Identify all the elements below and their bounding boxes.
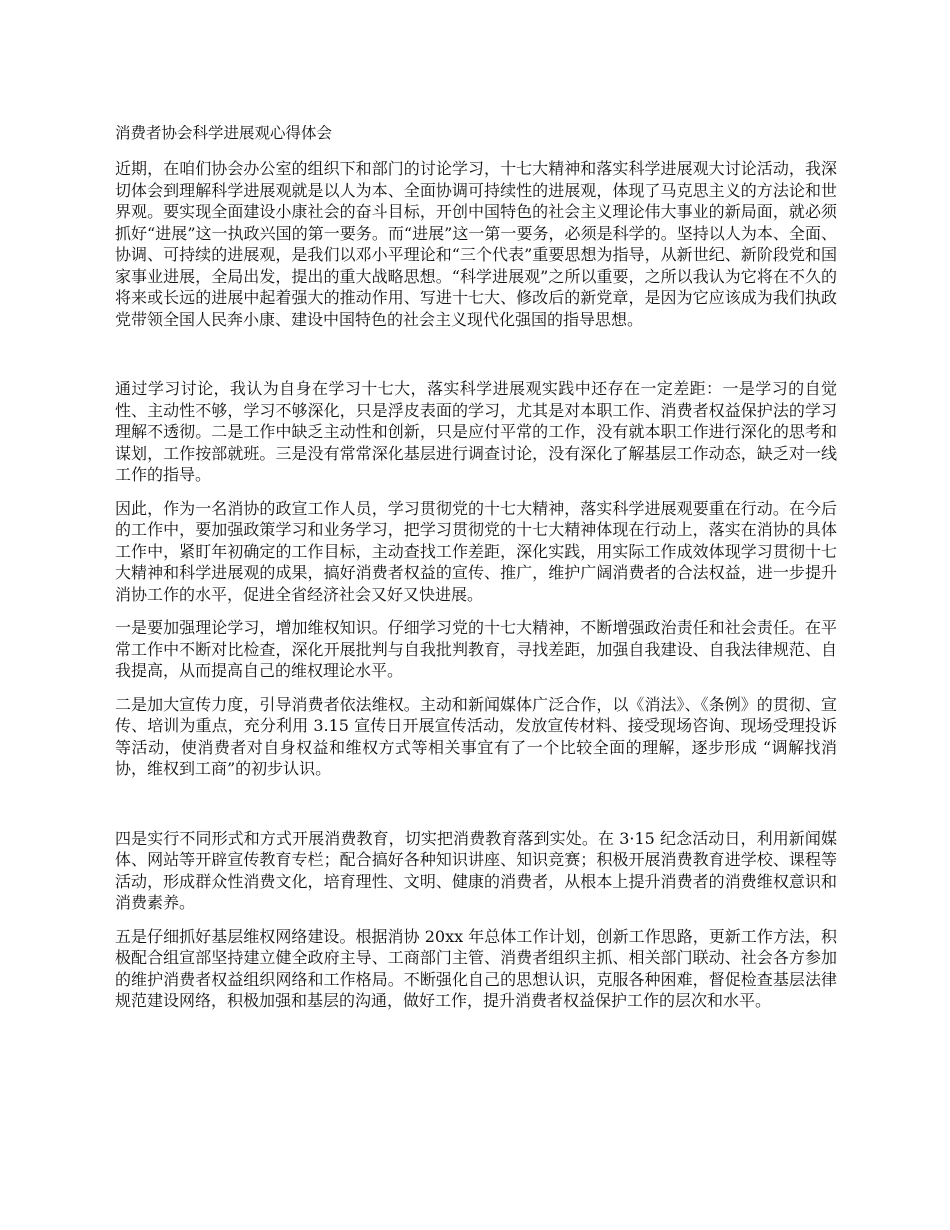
- document-page: [115, 122, 837, 1024]
- paragraph-point-five: 五是仔细抓好基层维权网络建设。根据消协 20xx 年总体工作计划，创新工作思路，更新工作方法，积极配合组宣部坚持建立健全政府主导、工商部门主管、消费者组织主抓、相关部门联动、社会各方参加的维护消费者权益组织网络和工作格局。不断强化自己的思想认识，克服各种困难，督促检查基层法律规范建设网络，积极加强和基层的沟通，做好工作，提升消费者权益保护工作的层次和水平。: [115, 926, 837, 1010]
- spacer: [115, 342, 837, 378]
- document-title: 消费者协会科学进展观心得体会: [115, 124, 333, 142]
- paragraph-therefore: 因此，作为一名消协的政宣工作人员，学习贯彻党的十七大精神，落实科学进展观要重在行动。在今后的工作中，要加强政策学习和业务学习，把学习贯彻党的十七大精神体现在行动上，落实在消协的具体工作中，紧盯年初确定的工作目标，主动查找工作差距，深化实践，用实际工作成效体现学习贯彻十七大精神和科学进展观的成果，搞好消费者权益的宣传、推广，维护广阔消费者的合法权益，进一步提升消协工作的水平，促进全省经济社会又好又快进展。: [115, 498, 837, 604]
- spacer: [115, 792, 837, 828]
- paragraph-point-four: 四是实行不同形式和方式开展消费教育，切实把消费教育落到实处。在 3·15 纪念活动日，利用新闻媒体、网站等开辟宣传教育专栏；配合搞好各种知识讲座、知识竞赛；积极开展消费教育进学校、课程等活动，形成群众性消费文化，培育理性、文明、健康的消费者，从根本上提升消费者的消费维权意识和消费素养。: [115, 828, 837, 912]
- paragraph-point-one: 一是要加强理论学习，增加维权知识。仔细学习党的十七大精神，不断增强政治责任和社会责任。在平常工作中不断对比检查，深化开展批判与自我批判教育，寻找差距，加强自我建设、自我法律规范、自我提高，从而提高自己的维权理论水平。: [115, 618, 837, 680]
- paragraph-point-two: 二是加大宣传力度，引导消费者依法维权。主动和新闻媒体广泛合作，以《消法》、《条例》的贯彻、宣传、培训为重点，充分利用 3.15 宣传日开展宣传活动，发放宣传材料、接受现场咨询、现场受理投诉等活动，使消费者对自身权益和维权方式等相关事宜有了一个比较全面的理解，逐步形成 “调解找消协，维权到工商”的初步认识。: [115, 694, 837, 778]
- paragraph-gaps: 通过学习讨论，我认为自身在学习十七大，落实科学进展观实践中还存在一定差距：一是学习的自觉性、主动性不够，学习不够深化，只是浮皮表面的学习，尤其是对本职工作、消费者权益保护法的学习理解不透彻。二是工作中缺乏主动性和创新，只是应付平常的工作，没有就本职工作进行深化的思考和谋划，工作按部就班。三是没有常常深化基层进行调查讨论，没有深化了解基层工作动态，缺乏对一线工作的指导。: [115, 379, 837, 484]
- paragraph-intro: 近期，在咱们协会办公室的组织下和部门的讨论学习，十七大精神和落实科学进展观大讨论活动，我深切体会到理解科学进展观就是以人为本、全面协调可持续性的进展观，体现了马克思主义的方法论和世界观。要实现全面建设小康社会的奋斗目标，开创中国特色的社会主义理论伟大事业的新局面，就必须抓好“进展”这一执政兴国的第一要务。而“进展”这一第一要务，必须是科学的。坚持以人为本、全面、协调、可持续的进展观，是我们以邓小平理论和“三个代表”重要思想为指导，从新世纪、新阶段党和国家事业进展，全局出发，提出的重大战略思想。“科学进展观”之所以重要，之所以我认为它将在不久的将来或长远的进展中起着强大的推动作用、写进十七大、修改后的新党章，是因为它应该成为我们执政党带领全国人民奔小康、建设中国特色的社会主义现代化强国的指导思想。: [115, 159, 837, 329]
